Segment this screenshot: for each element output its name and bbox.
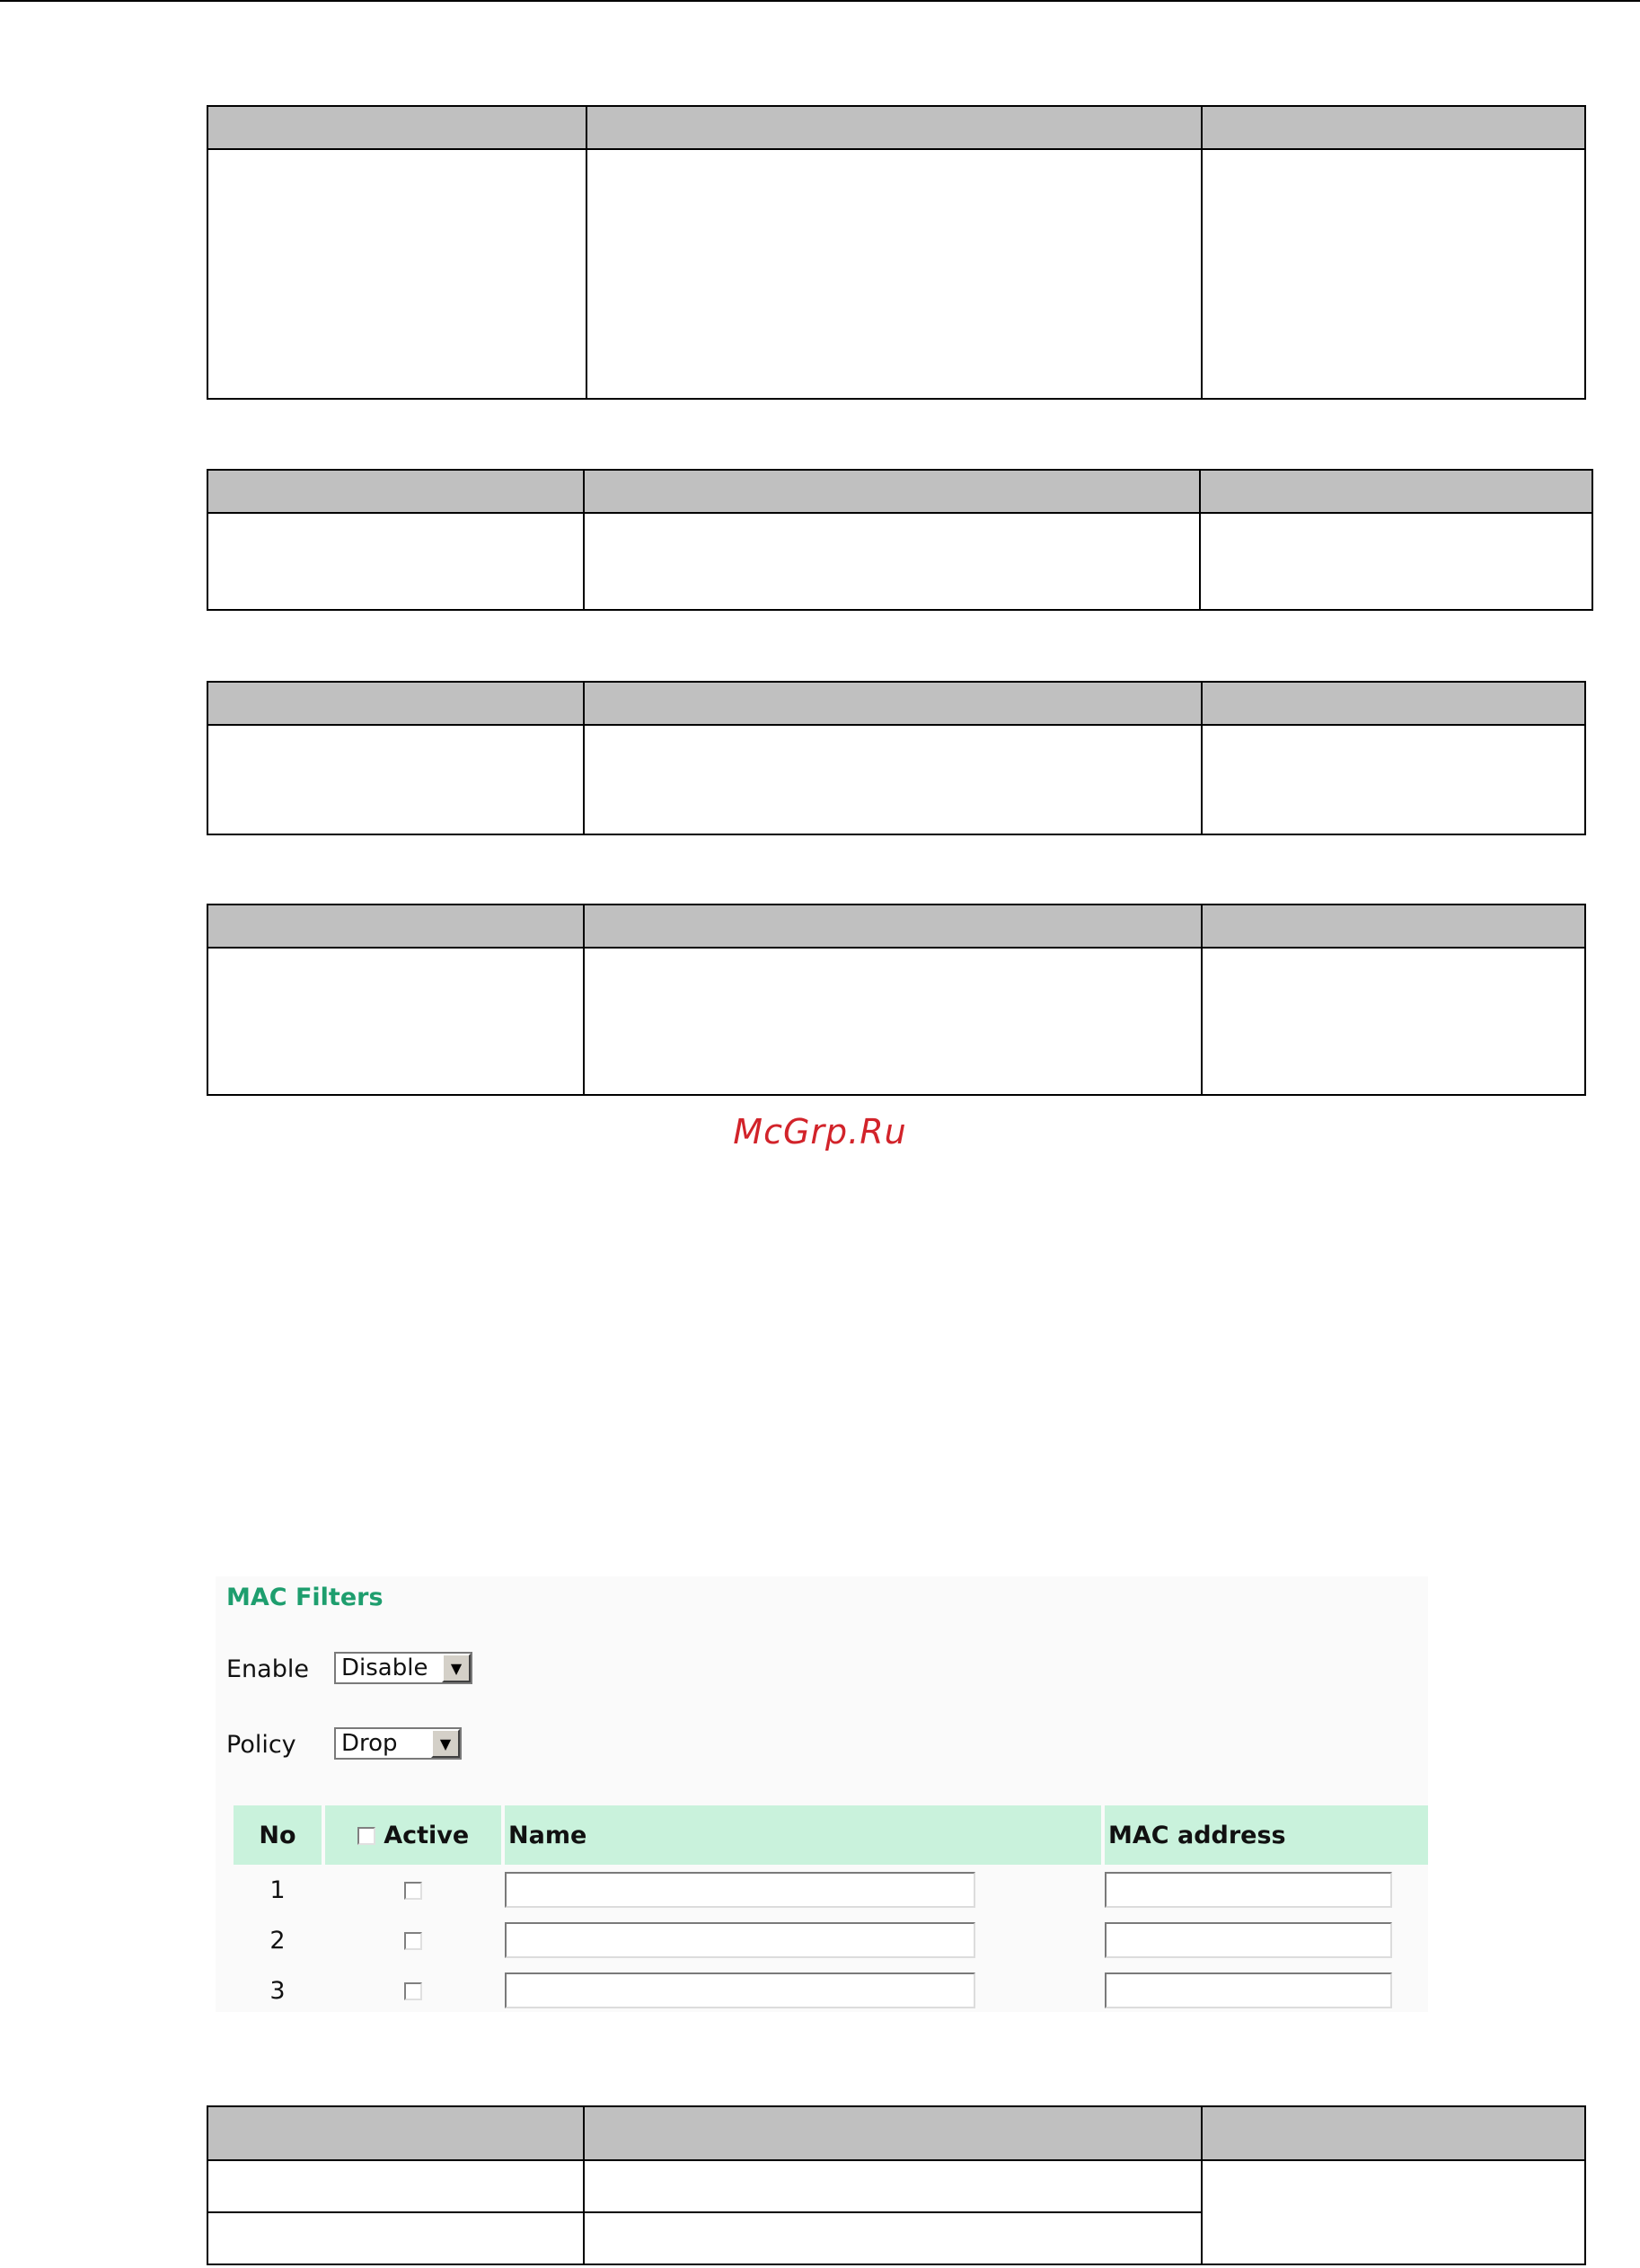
table-cell bbox=[584, 948, 1202, 1095]
table-cell bbox=[1202, 149, 1585, 399]
table-cell bbox=[1202, 948, 1585, 1095]
table-cell bbox=[1202, 2160, 1585, 2264]
table-header-cell bbox=[207, 682, 584, 725]
table-cell bbox=[586, 149, 1202, 399]
name-input[interactable] bbox=[505, 1872, 975, 1908]
table-cell bbox=[207, 513, 584, 610]
name-input[interactable] bbox=[505, 1922, 975, 1958]
table-header-cell bbox=[207, 470, 584, 513]
dropdown-arrow-icon[interactable]: ▼ bbox=[431, 1729, 460, 1758]
table-row bbox=[234, 1915, 1428, 1965]
name-input[interactable] bbox=[505, 1972, 975, 2008]
page-top-rule bbox=[0, 0, 1640, 2]
dropdown-arrow-icon[interactable]: ▼ bbox=[442, 1654, 471, 1682]
mac-filters-title: MAC Filters bbox=[226, 1584, 384, 1611]
table-cell bbox=[1202, 725, 1585, 834]
column-header-active bbox=[325, 1805, 501, 1865]
table-header-cell bbox=[207, 905, 584, 948]
table-header-cell bbox=[1200, 470, 1592, 513]
table-cell bbox=[207, 725, 584, 834]
table-cell bbox=[584, 2212, 1202, 2264]
table-cell bbox=[207, 948, 584, 1095]
policy-select-value: Drop bbox=[341, 1730, 398, 1757]
row-number: 1 bbox=[269, 1875, 286, 1904]
enable-label: Enable bbox=[226, 1655, 309, 1683]
table-header-cell bbox=[584, 470, 1200, 513]
table-header-cell bbox=[584, 2106, 1202, 2160]
mac-address-input[interactable] bbox=[1105, 1972, 1392, 2008]
table-header-cell bbox=[584, 905, 1202, 948]
table-header-cell bbox=[1202, 106, 1585, 149]
table-cell bbox=[207, 2212, 584, 2264]
mac-address-input[interactable] bbox=[1105, 1922, 1392, 1958]
column-header-name: Name bbox=[505, 1805, 1101, 1865]
row-number: 2 bbox=[269, 1926, 286, 1955]
select-all-checkbox[interactable] bbox=[357, 1827, 375, 1845]
policy-select[interactable] bbox=[334, 1727, 462, 1760]
table-header-cell bbox=[207, 106, 586, 149]
active-checkbox[interactable] bbox=[404, 1932, 422, 1950]
table-header-row bbox=[234, 1805, 1428, 1865]
table-cell bbox=[207, 2160, 584, 2212]
column-header-no: No bbox=[234, 1805, 322, 1865]
doc-table-1 bbox=[207, 105, 1586, 400]
table-header-cell bbox=[1202, 905, 1585, 948]
doc-table-3 bbox=[207, 681, 1586, 835]
table-cell bbox=[207, 149, 586, 399]
table-header-cell bbox=[1202, 2106, 1585, 2160]
enable-select-value: Disable bbox=[341, 1655, 428, 1681]
mac-address-input[interactable] bbox=[1105, 1872, 1392, 1908]
mac-filters-panel bbox=[216, 1576, 1428, 2012]
table-cell bbox=[584, 513, 1200, 610]
doc-table-5 bbox=[207, 2105, 1586, 2265]
table-cell bbox=[584, 725, 1202, 834]
table-cell bbox=[584, 2160, 1202, 2212]
table-row bbox=[234, 1965, 1428, 2016]
table-header-cell bbox=[584, 682, 1202, 725]
table-header-cell bbox=[586, 106, 1202, 149]
active-checkbox[interactable] bbox=[404, 1882, 422, 1900]
policy-label: Policy bbox=[226, 1731, 296, 1759]
enable-select[interactable] bbox=[334, 1652, 472, 1684]
active-checkbox[interactable] bbox=[404, 1982, 422, 2000]
table-header-cell bbox=[1202, 682, 1585, 725]
row-number: 3 bbox=[269, 1976, 286, 2005]
doc-table-2 bbox=[207, 469, 1593, 611]
mac-filters-table bbox=[230, 1805, 1432, 2016]
table-cell bbox=[1200, 513, 1592, 610]
table-row bbox=[234, 1865, 1428, 1915]
column-header-active-label: Active bbox=[384, 1821, 470, 1849]
doc-table-4 bbox=[207, 904, 1586, 1096]
table-header-cell bbox=[207, 2106, 584, 2160]
column-header-mac: MAC address bbox=[1105, 1805, 1428, 1865]
watermark-text: McGrp.Ru bbox=[733, 1112, 907, 1152]
